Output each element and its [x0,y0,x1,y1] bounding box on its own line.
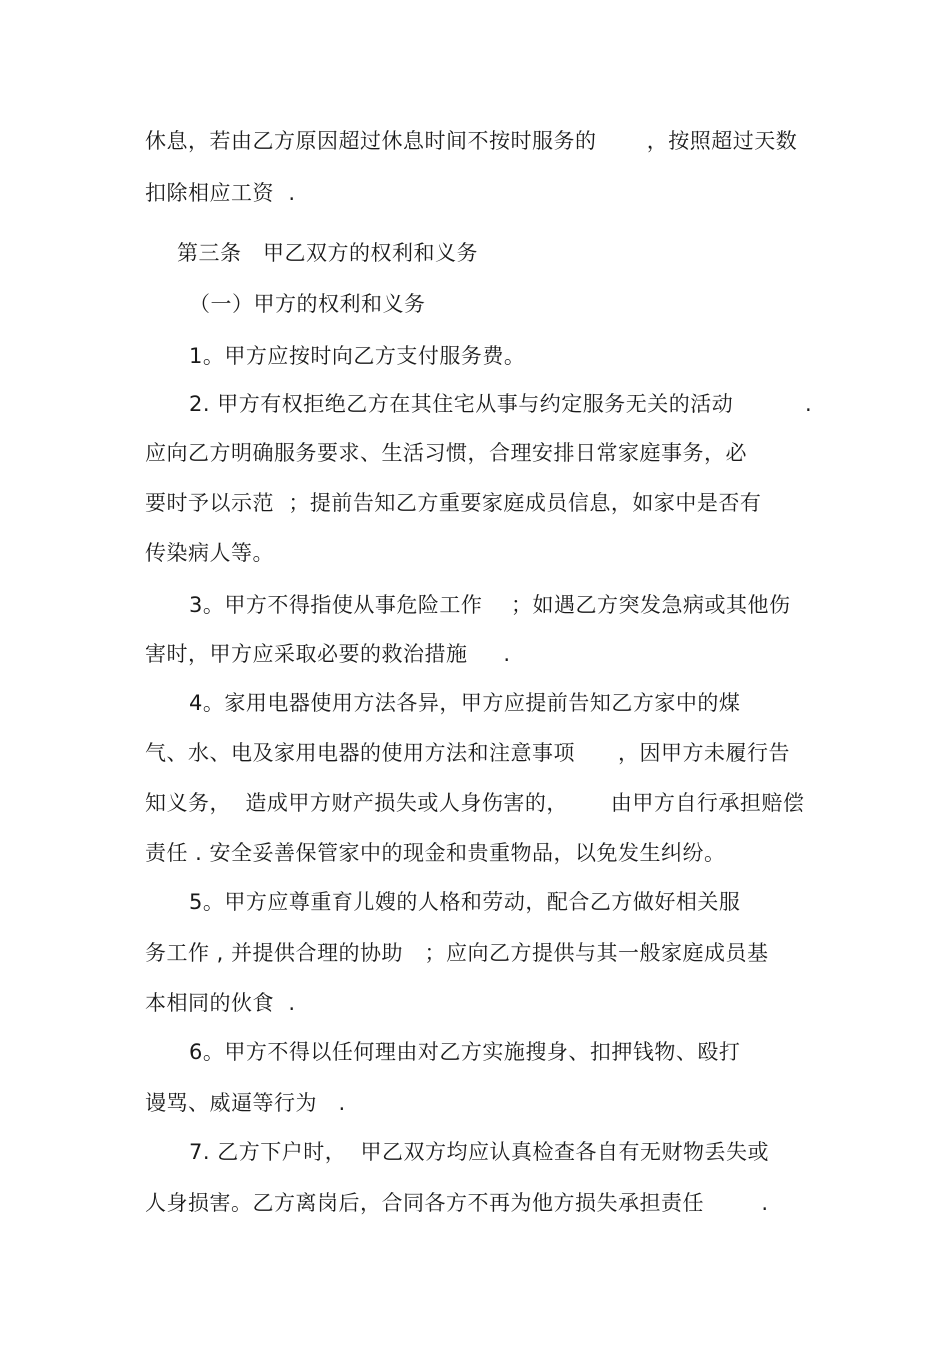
list-item: 3。甲方不得指使从事危险工作 ；如遇乙方突发急病或其他伤 [189,593,791,617]
section-heading: （一）甲方的权利和义务 [189,292,426,316]
list-item: 2. 甲方有权拒绝乙方在其住宅从事与约定服务无关的活动 . [189,392,813,416]
list-item: 7. 乙方下户时， 甲乙双方均应认真检查各自有无财物丢失或 [189,1140,770,1164]
paragraph-line: 本相同的伙食 . [145,991,296,1015]
paragraph-line: 知义务， 造成甲方财产损失或人身伤害的， 由甲方自行承担赔偿 [145,791,805,815]
list-item: 6。甲方不得以任何理由对乙方实施搜身、扣押钱物、殴打 [189,1040,741,1064]
paragraph-line: 责任 . 安全妥善保管家中的现金和贵重物品，以免发生纠纷。 [145,841,726,865]
list-item: 5。甲方应尊重育儿嫂的人格和劳动，配合乙方做好相关服 [189,890,741,914]
paragraph-line: 害时，甲方应采取必要的救治措施 . [145,642,511,666]
paragraph-line: 要时予以示范 ；提前告知乙方重要家庭成员信息，如家中是否有 [145,491,762,515]
paragraph-line: 谩骂、威逼等行为 . [145,1091,346,1115]
list-item: 1。甲方应按时向乙方支付服务费。 [189,344,526,368]
paragraph-line: 休息，若由乙方原因超过休息时间不按时服务的 ，按照超过天数 [145,129,798,153]
paragraph-line: 人身损害。乙方离岗后，合同各方不再为他方损失承担责任 . [145,1191,769,1215]
paragraph-line: 传染病人等。 [145,541,274,565]
paragraph-line: 扣除相应工资 . [145,181,296,205]
list-item: 4。家用电器使用方法各异，甲方应提前告知乙方家中的煤 [189,691,741,715]
paragraph-line: 气、水、电及家用电器的使用方法和注意事项 ，因甲方未履行告 [145,741,791,765]
article-heading: 第三条 甲乙双方的权利和义务 [177,241,479,265]
paragraph-line: 务工作 , 并提供合理的协助 ；应向乙方提供与其一般家庭成员基 [145,941,769,965]
paragraph-line: 应向乙方明确服务要求、生活习惯，合理安排日常家庭事务，必 [145,441,747,465]
